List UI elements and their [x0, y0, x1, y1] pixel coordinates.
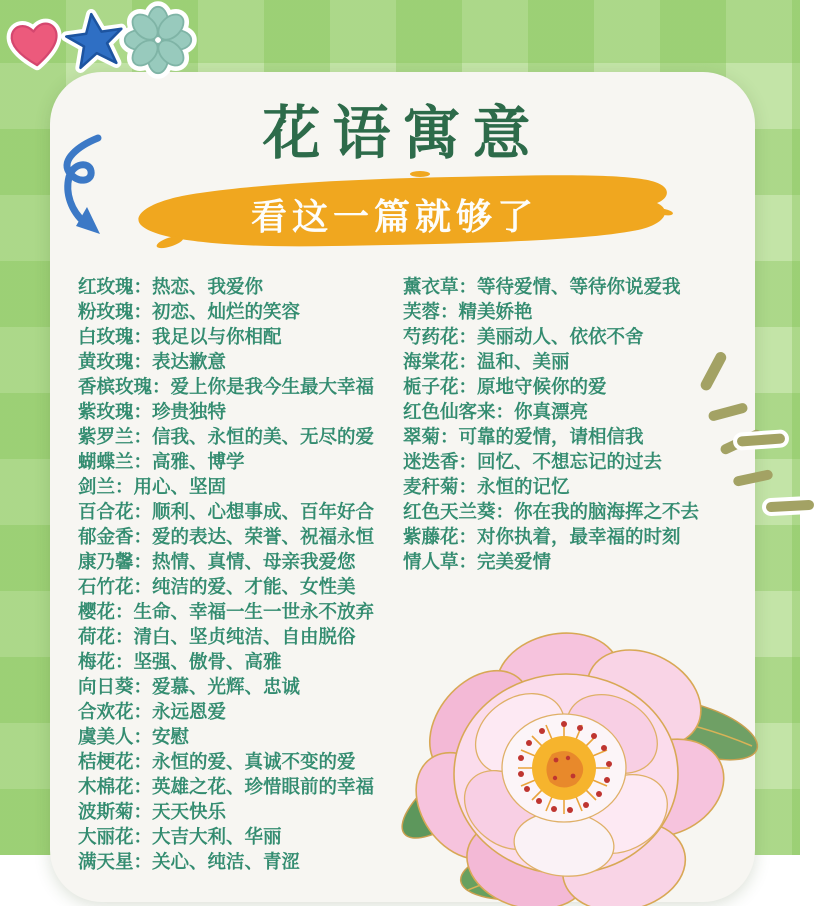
heart-icon	[8, 18, 62, 72]
pink-peony-icon	[408, 638, 755, 902]
flower-entry: 翠菊：可靠的爱情，请相信我	[403, 427, 644, 448]
flower-entry: 木棉花：英雄之花、珍惜眼前的幸福	[78, 777, 375, 798]
flower-entry: 香槟玫瑰：爱上你是我今生最大幸福	[78, 377, 375, 398]
flower-entry: 百合花：顺利、心想事成、百年好合	[78, 502, 375, 523]
curly-arrow-icon	[52, 130, 116, 245]
flower-entry: 郁金香：爱的表达、荣誉、祝福永恒	[78, 527, 375, 548]
flower-entry: 蝴蝶兰：高雅、博学	[78, 452, 245, 473]
flower-entry: 海棠花：温和、美丽	[403, 352, 570, 373]
flower-entry: 红色天兰葵：你在我的脑海挥之不去	[403, 502, 700, 523]
flower-entry: 紫罗兰：信我、永恒的美、无尽的爱	[78, 427, 375, 448]
flower-entry: 黄玫瑰：表达歉意	[78, 352, 227, 373]
page-title: 花语寓意	[262, 99, 543, 167]
flower-list-left	[78, 275, 413, 875]
flower-entry: 芍药花：美丽动人、依依不舍	[403, 327, 644, 348]
banner	[112, 168, 677, 250]
flower-entry: 白玫瑰：我足以与你相配	[78, 327, 282, 348]
flower-entry: 栀子花：原地守候你的爱	[403, 377, 607, 398]
flower-entry: 康乃馨：热情、真情、母亲我爱您	[78, 552, 356, 573]
flower-entry: 芙蓉：精美娇艳	[403, 302, 533, 323]
flower-entry: 情人草：完美爱情	[403, 552, 552, 573]
flower-entry: 桔梗花：永恒的爱、真诚不变的爱	[78, 752, 356, 773]
flower-entry: 石竹花：纯洁的爱、才能、女性美	[78, 577, 356, 598]
flower-entry: 樱花：生命、幸福一生一世永不放弃	[78, 602, 375, 623]
flower-entry: 波斯菊：天天快乐	[78, 802, 227, 823]
flower-entry: 荷花：清白、坚贞纯洁、自由脱俗	[78, 627, 356, 648]
flower-icon	[126, 8, 190, 72]
flower-entry: 向日葵：爱慕、光辉、忠诚	[78, 677, 301, 698]
flower-entry: 薰衣草：等待爱情、等待你说爱我	[403, 277, 681, 298]
flower-entry: 虞美人：安慰	[78, 727, 190, 748]
card	[50, 72, 755, 902]
flower-entry: 大丽花：大吉大利、华丽	[78, 827, 282, 848]
flower-entry: 红玫瑰：热恋、我爱你	[78, 277, 264, 298]
flower-entry: 麦秆菊：永恒的记忆	[403, 477, 570, 498]
star-icon	[64, 10, 126, 72]
flower-entry: 迷迭香：回忆、不想忘记的过去	[403, 452, 663, 473]
sticker-row	[8, 8, 198, 72]
flower-entry: 粉玫瑰：初恋、灿烂的笑容	[78, 302, 301, 323]
flower-entry: 剑兰：用心、坚固	[78, 477, 227, 498]
flower-entry: 梅花：坚强、傲骨、高雅	[78, 652, 282, 673]
flower-entry: 满天星：关心、纯洁、青涩	[78, 852, 301, 873]
flower-entry: 紫藤花：对你执着，最幸福的时刻	[403, 527, 681, 548]
banner-text: 看这一篇就够了	[250, 197, 538, 238]
triple-dash-icon	[678, 344, 838, 454]
flower-entry: 合欢花：永远恩爱	[78, 702, 227, 723]
flower-entry: 红色仙客来：你真漂亮	[403, 402, 589, 423]
flower-entry: 紫玫瑰：珍贵独特	[78, 402, 227, 423]
